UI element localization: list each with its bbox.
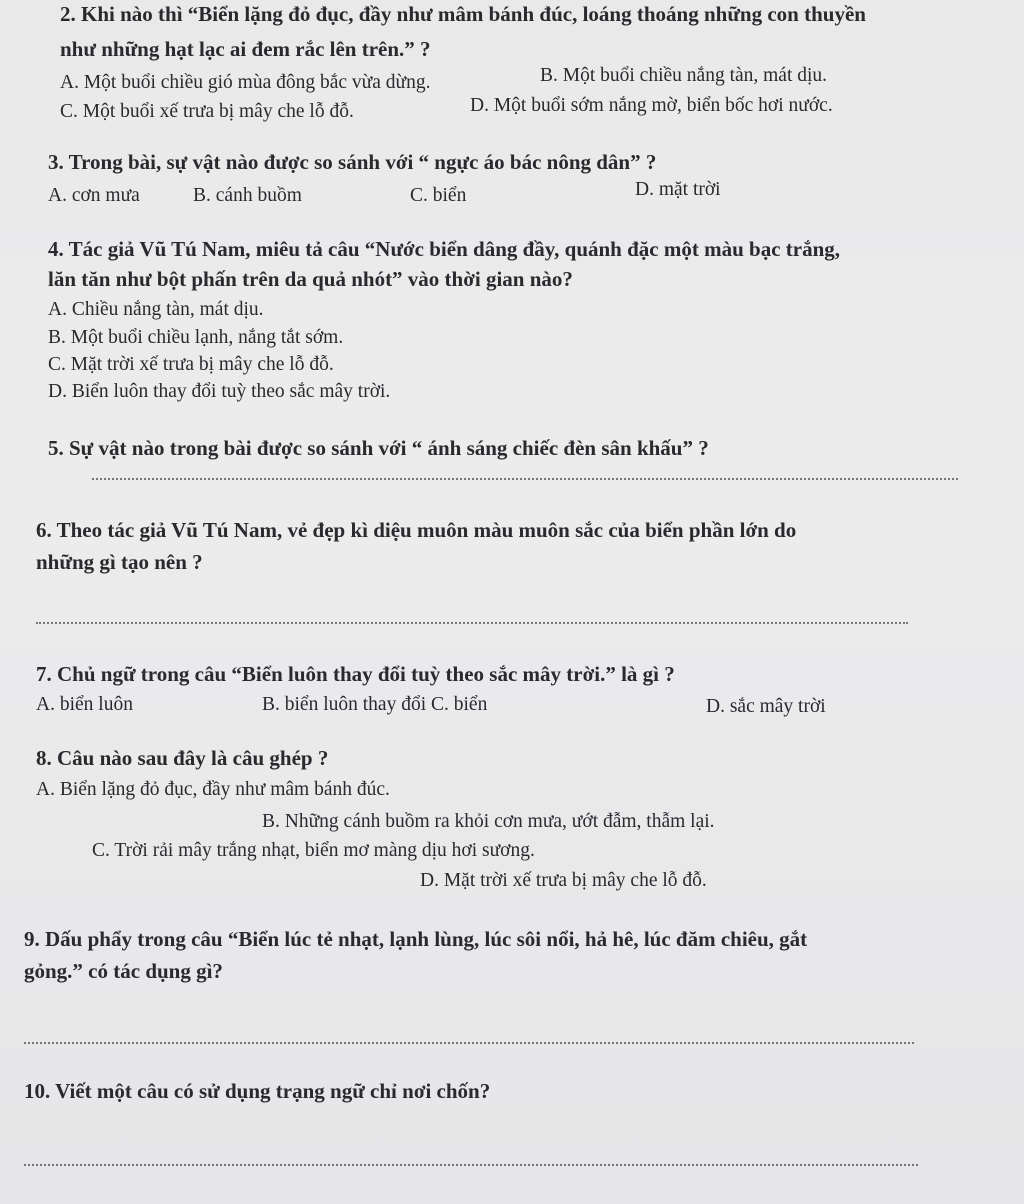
question-7-option-b-c[interactable]: B. biển luôn thay đổi C. biển [262, 694, 488, 715]
question-10-answer-line[interactable] [24, 1164, 918, 1166]
question-3-option-a[interactable]: A. cơn mưa [48, 185, 140, 206]
question-5-answer-line[interactable] [92, 478, 958, 480]
question-7-text: 7. Chủ ngữ trong câu “Biển luôn thay đổi tuỳ theo sắc mây trời.” là gì ? [36, 662, 675, 686]
question-6-line-2: những gì tạo nên ? [36, 550, 203, 574]
question-9-line-1: 9. Dấu phẩy trong câu “Biển lúc tẻ nhạt, lạnh lùng, lúc sôi nổi, hả hê, lúc đăm chiêu, gắt [24, 927, 808, 951]
question-4-line-2: lăn tăn như bột phấn trên da quả nhót” vào thời gian nào? [48, 267, 573, 291]
question-6-line-1: 6. Theo tác giả Vũ Tú Nam, vẻ đẹp kì diệu muôn màu muôn sắc của biển phần lớn do [36, 518, 797, 542]
question-2-option-a[interactable]: A. Một buổi chiều gió mùa đông bắc vừa dừng. [60, 72, 431, 93]
question-2-option-c[interactable]: C. Một buổi xế trưa bị mây che lỗ đỗ. [60, 101, 354, 122]
question-3-option-d[interactable]: D. mặt trời [635, 179, 721, 200]
question-6-answer-line[interactable] [36, 622, 908, 624]
question-8-option-a[interactable]: A. Biển lặng đỏ đục, đầy như mâm bánh đúc. [36, 779, 390, 800]
question-2-option-d[interactable]: D. Một buổi sớm nắng mờ, biển bốc hơi nước. [470, 95, 833, 116]
question-2-option-b[interactable]: B. Một buổi chiều nắng tàn, mát dịu. [540, 65, 828, 86]
question-2-line-2: như những hạt lạc ai đem rắc lên trên.” ? [60, 37, 431, 61]
question-4-option-d[interactable]: D. Biển luôn thay đổi tuỳ theo sắc mây trời. [48, 381, 391, 402]
question-8-option-d[interactable]: D. Mặt trời xế trưa bị mây che lỗ đỗ. [420, 870, 707, 891]
question-2-line-1: 2. Khi nào thì “Biển lặng đỏ đục, đầy như mâm bánh đúc, loáng thoáng những con thuyền [60, 2, 866, 26]
question-5-text: 5. Sự vật nào trong bài được so sánh với “ ánh sáng chiếc đèn sân khấu” ? [48, 436, 709, 460]
question-9-answer-line[interactable] [24, 1042, 914, 1044]
question-4-option-a[interactable]: A. Chiều nắng tàn, mát dịu. [48, 299, 264, 320]
question-4-option-b[interactable]: B. Một buổi chiều lạnh, nắng tắt sớm. [48, 327, 344, 348]
question-3-text: 3. Trong bài, sự vật nào được so sánh với “ ngực áo bác nông dân” ? [48, 150, 657, 174]
question-7-option-d[interactable]: D. sắc mây trời [706, 696, 826, 717]
question-8-option-b[interactable]: B. Những cánh buồm ra khỏi cơn mưa, ướt đẫm, thẫm lại. [262, 811, 715, 832]
question-4-option-c[interactable]: C. Mặt trời xế trưa bị mây che lỗ đỗ. [48, 354, 334, 375]
question-9-line-2: gỏng.” có tác dụng gì? [24, 959, 223, 983]
question-8-option-c[interactable]: C. Trời rải mây trắng nhạt, biển mơ màng dịu hơi sương. [92, 840, 535, 861]
question-10-text: 10. Viết một câu có sử dụng trạng ngữ chỉ nơi chốn? [24, 1079, 491, 1103]
question-3-option-b[interactable]: B. cánh buồm [193, 185, 302, 206]
question-8-text: 8. Câu nào sau đây là câu ghép ? [36, 746, 329, 770]
question-4-line-1: 4. Tác giả Vũ Tú Nam, miêu tả câu “Nước biển dâng đầy, quánh đặc một màu bạc trắng, [48, 237, 841, 261]
question-7-option-a[interactable]: A. biển luôn [36, 694, 133, 715]
question-3-option-c[interactable]: C. biển [410, 185, 467, 206]
